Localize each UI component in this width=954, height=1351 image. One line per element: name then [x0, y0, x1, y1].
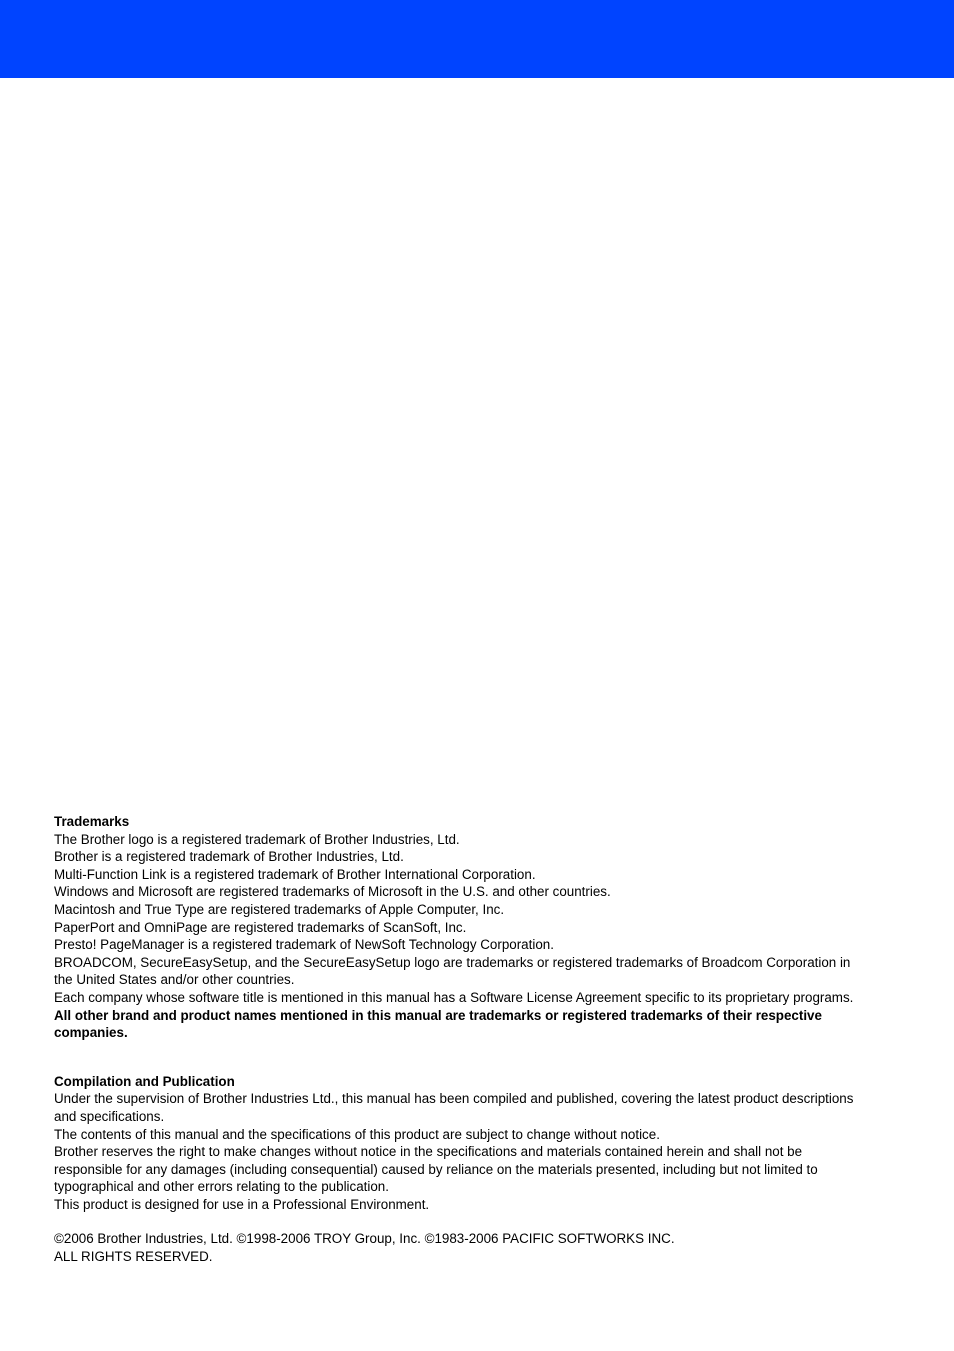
- trademark-line: PaperPort and OmniPage are registered trademarks of ScanSoft, Inc.: [54, 919, 467, 935]
- compilation-section: [54, 1073, 854, 1214]
- trademarks-heading: Trademarks: [54, 814, 130, 829]
- section-spacer: [54, 1042, 854, 1073]
- trademark-line: BROADCOM, SecureEasySetup, and the SecureEasySetup logo are trademarks or registered trademarks of Broadcom Corporation in the United States and/or other countries.: [54, 954, 851, 988]
- section-spacer: [54, 1213, 854, 1230]
- trademarks-section: [54, 813, 854, 1042]
- trademark-line: Presto! PageManager is a registered trademark of NewSoft Technology Corporation.: [54, 937, 554, 953]
- trademark-line: Brother is a registered trademark of Brother Industries, Ltd.: [54, 849, 404, 865]
- copyright-section: [54, 1230, 854, 1265]
- compilation-line: This product is designed for use in a Professional Environment.: [54, 1196, 430, 1212]
- compilation-line: Brother reserves the right to make changes without notice in the specifications and materials contained herein and shall not be responsible for any damages (including consequential) caused by reliance on the materials presented, including but not limited to typographical and other errors relating to the publication.: [54, 1144, 818, 1195]
- copyright-line: ©2006 Brother Industries, Ltd. ©1998-2006 TROY Group, Inc. ©1983-2006 PACIFIC SOFTWORKS INC.: [54, 1231, 675, 1247]
- trademark-line: Windows and Microsoft are registered trademarks of Microsoft in the U.S. and other countries.: [54, 884, 611, 900]
- trademark-line: Macintosh and True Type are registered trademarks of Apple Computer, Inc.: [54, 901, 505, 917]
- trademark-line: Each company whose software title is mentioned in this manual has a Software License Agreement specific to its proprietary programs.: [54, 989, 854, 1005]
- compilation-heading: Compilation and Publication: [54, 1073, 235, 1089]
- top-color-band: [0, 0, 954, 78]
- legal-notice: [54, 813, 854, 1266]
- compilation-line: Under the supervision of Brother Industries Ltd., this manual has been compiled and published, covering the latest product descriptions and specifications.: [54, 1091, 854, 1124]
- rights-reserved-line: ALL RIGHTS RESERVED.: [54, 1249, 213, 1265]
- trademarks-closing-statement: All other brand and product names mentioned in this manual are trademarks or registered trademarks of their respective companies.: [54, 1007, 822, 1041]
- compilation-line: The contents of this manual and the specifications of this product are subject to change without notice.: [54, 1126, 660, 1142]
- trademark-line: The Brother logo is a registered trademark of Brother Industries, Ltd.: [54, 831, 460, 847]
- trademark-line: Multi-Function Link is a registered trademark of Brother International Corporation.: [54, 866, 536, 882]
